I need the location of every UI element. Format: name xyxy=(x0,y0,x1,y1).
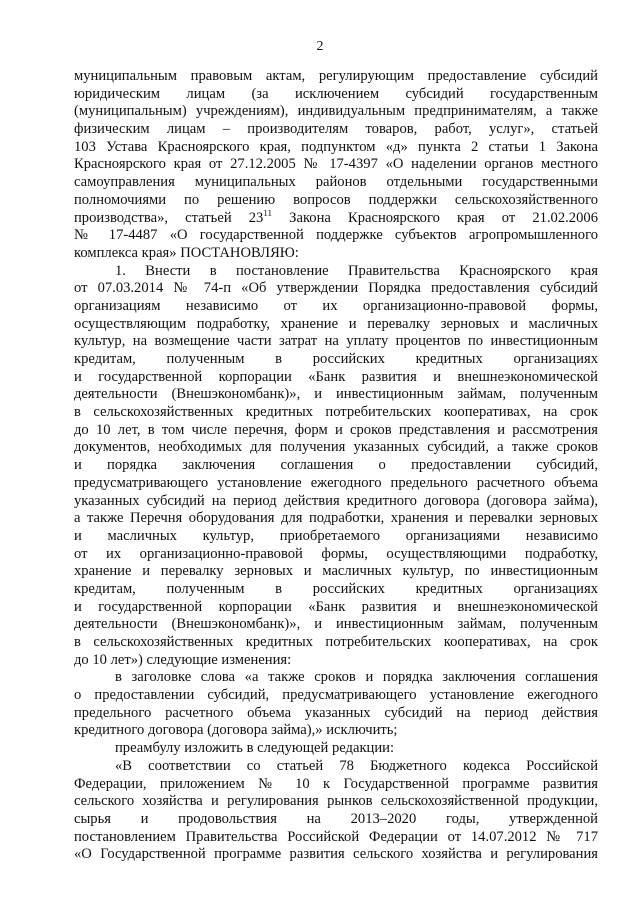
text-line-content: до 10 лет, в том числе перечня, форм и сроков представления и рассмотрения xyxy=(74,421,598,438)
text-line xyxy=(74,457,598,475)
text-line-content: деятельности (Внешэкономбанк)», и инвестиционным займам, полученным xyxy=(74,386,598,403)
text-line-content: деятельности (Внешэкономбанк)», и инвестиционным займам, полученным xyxy=(74,616,598,633)
text-line-content: комплекса края» ПОСТАНОВЛЯЮ: xyxy=(74,244,299,261)
text-line xyxy=(74,333,598,351)
text-line xyxy=(74,369,598,387)
text-line xyxy=(74,634,598,652)
text-line xyxy=(74,758,598,776)
text-line xyxy=(74,829,598,847)
text-line xyxy=(74,280,598,298)
text-line xyxy=(74,210,598,228)
text-line xyxy=(74,121,598,139)
text-line xyxy=(74,705,598,723)
text-line xyxy=(74,139,598,157)
text-line-content: (муниципальным) учреждениям), индивидуальным предпринимателям, а также xyxy=(74,103,598,120)
text-line xyxy=(74,263,598,281)
text-line-content: сельского хозяйства и регулирования рынков сельскохозяйственной продукции, xyxy=(74,793,598,810)
text-line-content: культур, на возмещение части затрат на уплату процентов по инвестиционным xyxy=(74,333,598,350)
text-line-content: осуществляющим подработку, хранение и перевалку зерновых и масличных xyxy=(74,315,598,332)
text-line xyxy=(74,669,598,687)
page-number: 2 xyxy=(316,39,324,54)
text-line xyxy=(74,652,598,670)
text-line xyxy=(74,740,598,758)
text-line-content: и государственной корпорации «Банк развития и внешнеэкономической xyxy=(74,598,598,615)
text-line xyxy=(74,422,598,440)
text-line-content: производства», статьей 23 xyxy=(74,209,264,226)
text-line xyxy=(74,227,598,245)
text-line-content: сырья и продовольствия на 2013–2020 годы, утвержденной xyxy=(74,810,598,827)
text-line-content: «О Государственной программе развития сельского хозяйства и регулирования xyxy=(74,846,598,863)
text-line-content: постановлением Правительства Российской Федерации от 14.07.2012 № 717 xyxy=(74,828,598,845)
text-line-content: и государственной корпорации «Банк развития и внешнеэкономической xyxy=(74,368,598,385)
text-line-content: полномочиями по решению вопросов поддержки сельскохозяйственного xyxy=(74,191,598,208)
text-line xyxy=(74,298,598,316)
text-line-content: до 10 лет») следующие изменения: xyxy=(74,651,292,668)
text-line xyxy=(74,174,598,192)
text-line-content: в заголовке слова «а также сроков и порядка заключения соглашения xyxy=(115,669,598,686)
text-line xyxy=(74,811,598,829)
text-line-content: в сельскохозяйственных кредитных потребительских кооперативах, на срок xyxy=(74,634,598,650)
text-line-content: физическим лицам – производителям товаров, работ, услуг», статьей xyxy=(74,121,598,138)
text-line-content: и порядка заключения соглашения о предоставлении субсидий, xyxy=(74,457,598,474)
text-line xyxy=(74,563,598,581)
text-line-content: предусматривающего установление ежегодного предельного расчетного объема xyxy=(74,474,598,491)
text-line xyxy=(74,493,598,511)
text-line xyxy=(74,510,598,528)
text-line xyxy=(74,386,598,404)
text-line xyxy=(74,245,598,263)
text-line-content: № 17-4487 «О государственной поддержке субъектов агропромышленного xyxy=(74,227,598,244)
text-line xyxy=(74,846,598,864)
text-line-content: кредитам, полученным в российских кредитных организациях xyxy=(74,580,598,597)
text-line xyxy=(74,687,598,705)
superscript: 11 xyxy=(263,209,273,218)
text-line xyxy=(74,316,598,334)
text-line xyxy=(74,475,598,493)
text-line xyxy=(74,103,598,121)
text-line-content: а также Перечня оборудования для подработки, хранения и перевалки зерновых xyxy=(74,510,598,527)
text-line xyxy=(74,439,598,457)
text-line xyxy=(74,546,598,564)
document-body xyxy=(74,68,598,864)
text-line-content: в сельскохозяйственных кредитных потребительских кооперативах, на срок xyxy=(74,404,598,421)
text-line xyxy=(74,68,598,86)
text-line xyxy=(74,599,598,617)
text-line xyxy=(74,616,598,634)
text-line-continuation: Закона Красноярского края от 21.02.2006 xyxy=(272,209,598,226)
text-line-content: самоуправления муниципальных районов отдельными государственными xyxy=(74,174,598,191)
text-line-content: 103 Устава Красноярского края, подпунктом «д» пункта 2 статьи 1 Закона xyxy=(74,138,598,155)
text-line-content: от 07.03.2014 № 74-п «Об утверждении Порядка предоставления субсидий xyxy=(74,280,598,297)
text-line-content: преамбулу изложить в следующей редакции: xyxy=(115,740,395,757)
text-line xyxy=(74,86,598,104)
text-line-content: кредитам, полученным в российских кредитных организациях xyxy=(74,351,598,367)
text-line xyxy=(74,404,598,422)
text-line xyxy=(74,192,598,210)
text-line xyxy=(74,793,598,811)
text-line-content: документов, необходимых для получения указанных субсидий, а также сроков xyxy=(74,439,598,456)
text-line xyxy=(74,776,598,794)
text-line-content: «В соответствии со статьей 78 Бюджетного кодекса Российской xyxy=(115,757,598,774)
text-line xyxy=(74,528,598,546)
text-line-content: предельного расчетного объема указанных субсидий на период действия xyxy=(74,704,598,721)
text-line xyxy=(74,351,598,369)
text-line-content: указанных субсидий на период действия кредитного договора (договора займа), xyxy=(74,492,598,509)
text-line xyxy=(74,156,598,174)
text-line-content: юридическим лицам (за исключением субсидий государственным xyxy=(74,85,598,102)
text-line xyxy=(74,722,598,740)
text-line-content: 1. Внести в постановление Правительства Красноярского края xyxy=(115,262,598,279)
text-line xyxy=(74,581,598,599)
text-line-content: муниципальным правовым актам, регулирующим предоставление субсидий xyxy=(74,68,598,84)
text-line-content: хранение и перевалку зерновых и масличных культур, по инвестиционным xyxy=(74,563,598,580)
text-line-content: организациям независимо от их организационно-правовой формы, xyxy=(74,297,598,314)
text-line-content: о предоставлении субсидий, предусматривающего установление ежегодного xyxy=(74,687,598,704)
text-line-content: кредитного договора (договора займа),» исключить; xyxy=(74,722,398,739)
text-line-content: от их организационно-правовой формы, осуществляющими подработку, xyxy=(74,545,598,562)
text-line-content: Федерации, приложением № 10 к Государственной программе развития xyxy=(74,775,598,792)
text-line-content: Красноярского края от 27.12.2005 № 17-4397 «О наделении органов местного xyxy=(74,156,598,173)
text-line-content: и масличных культур, приобретаемого организациями независимо xyxy=(74,527,598,544)
